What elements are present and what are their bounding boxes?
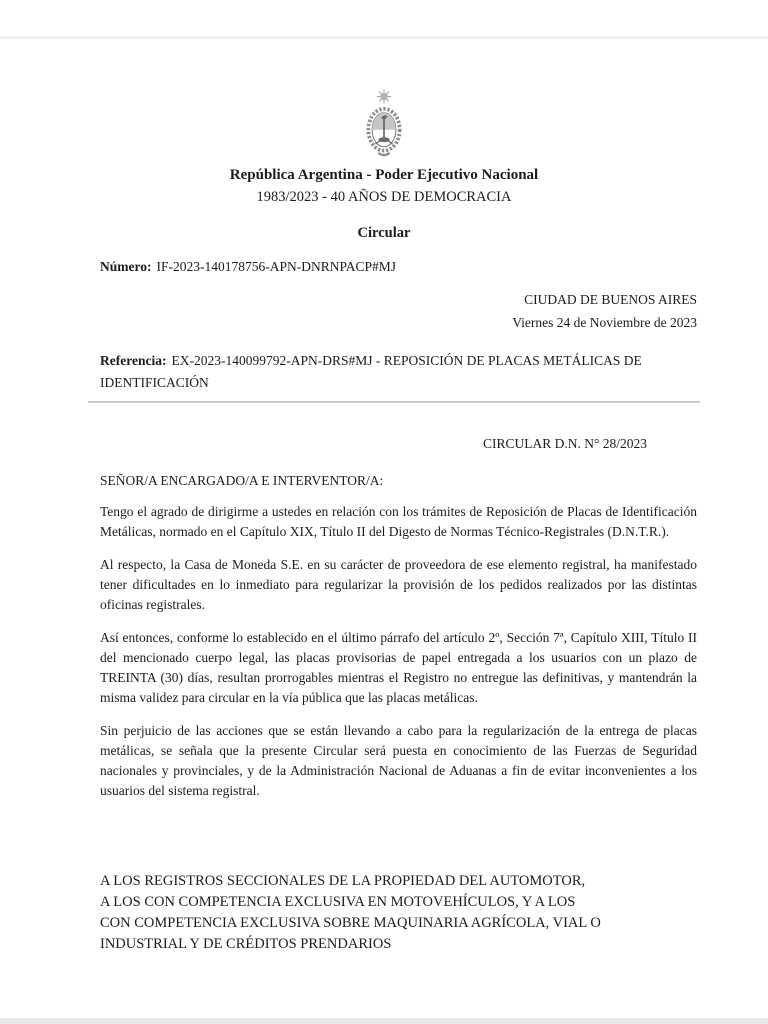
page-top-edge xyxy=(0,36,768,39)
addressee-line: INDUSTRIAL Y DE CRÉDITOS PRENDARIOS xyxy=(100,936,392,952)
number-value: IF-2023-140178756-APN-DNRNPACP#MJ xyxy=(156,259,397,274)
reference-value: EX-2023-140099792-APN-DRS#MJ - REPOSICIÓN DE PLACAS METÁLICAS DE IDENTIFICACIÓN xyxy=(100,353,642,390)
city-line: CIUDAD DE BUENOS AIRES xyxy=(524,292,697,307)
date-line: Viernes 24 de Noviembre de 2023 xyxy=(512,315,697,330)
body-paragraph: Así entonces, conforme lo establecido en el último párrafo del artículo 2º, Sección 7ª, Capítulo XIII, Título II del mencionado cuerpo legal, las placas provisorias de papel entregada a los usuarios con un plazo de TREINTA (30) días, resultan prorrogables mientras el Registro no entregue las definitivas, y mantendrán la misma validez para circular en la vía pública que las placas metálicas. xyxy=(100,630,697,705)
salutation: SEÑOR/A ENCARGADO/A E INTERVENTOR/A: xyxy=(100,473,384,488)
addressee-line: A LOS CON COMPETENCIA EXCLUSIVA EN MOTOVEHÍCULOS, Y A LOS xyxy=(100,894,576,910)
body-paragraph: Sin perjuicio de las acciones que se están llevando a cabo para la regularización de la entrega de placas metálicas, se señala que la presente Circular será puesta en conocimiento de las Fuerzas de Seguridad nacionales y provinciales, y de la Administración Nacional de Aduanas a fin de evitar inconvenientes a los usuarios del sistema registral. xyxy=(100,723,697,798)
header-subtitle: 1983/2023 - 40 AÑOS DE DEMOCRACIA xyxy=(256,189,512,205)
reference-label: Referencia: xyxy=(100,353,167,368)
section-divider xyxy=(88,401,700,403)
document-number-line xyxy=(100,259,697,275)
reference-line xyxy=(100,350,697,394)
circular-number: CIRCULAR D.N. N° 28/2023 xyxy=(482,436,647,451)
number-label: Número: xyxy=(100,259,152,274)
addressee-line: CON COMPETENCIA EXCLUSIVA SOBRE MAQUINARIA AGRÍCOLA, VIAL O xyxy=(100,915,601,931)
argentina-coat-of-arms-icon xyxy=(355,88,413,162)
body-paragraph: Tengo el agrado de dirigirme a ustedes en relación con los trámites de Reposición de Placas de Identificación Metálicas, normado en el Capítulo XIX, Título II del Digesto de Normas Técnico-Registrales (D.N.T.R.). xyxy=(100,504,697,539)
body-paragraph: Al respecto, la Casa de Moneda S.E. en su carácter de proveedora de ese elemento registral, ha manifestado tener dificultades en lo inmediato para regularizar la provisión de los pedidos realizados por las distintas oficinas registrales. xyxy=(100,557,697,612)
document-type-heading: Circular xyxy=(357,225,411,241)
place-date-block xyxy=(100,288,697,334)
addressee-line: A LOS REGISTROS SECCIONALES DE LA PROPIEDAD DEL AUTOMOTOR, xyxy=(100,873,586,889)
page-bottom-edge xyxy=(0,1018,768,1024)
addressees-block xyxy=(100,871,697,955)
header-title: República Argentina - Poder Ejecutivo Nacional xyxy=(229,167,539,183)
